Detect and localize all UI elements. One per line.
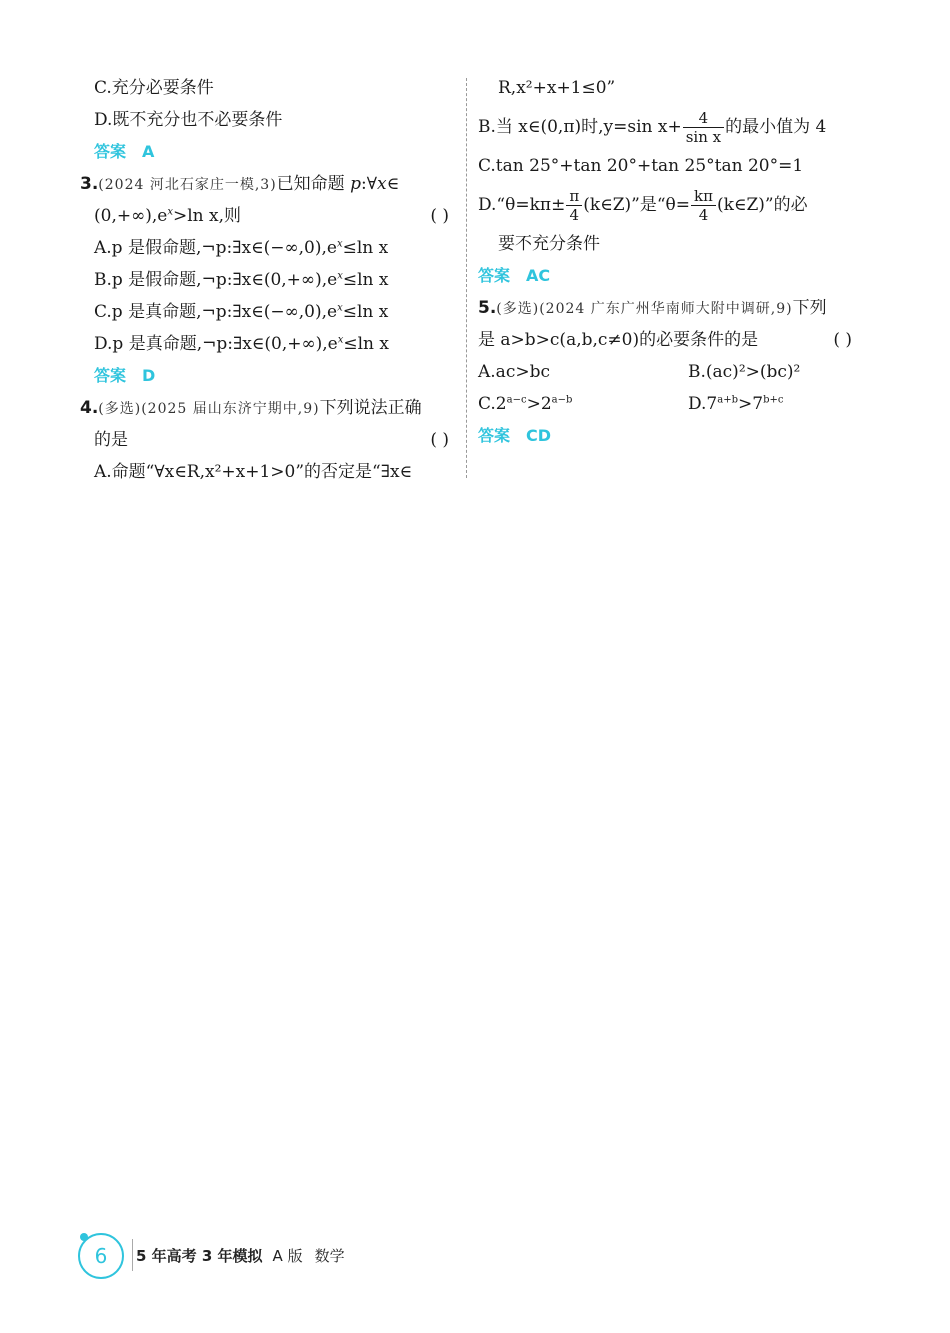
question-stem-cont: >ln x,则 — [173, 206, 242, 226]
fraction — [683, 109, 724, 146]
q5-options-row2 — [478, 388, 858, 420]
option-text: C.p 是真命题,¬p:∃x∈(−∞,0),e — [94, 302, 338, 322]
q2-answer — [80, 136, 455, 168]
answer-label: 答案 — [478, 426, 511, 445]
answer-bracket: ( ) — [833, 330, 852, 350]
question-source: (多选)(2024 广东广州华南师大附中调研,9) — [496, 301, 793, 317]
exponent: a−c — [506, 394, 527, 406]
option-text: >2 — [526, 394, 552, 414]
question-number: 3. — [80, 174, 99, 194]
fraction-numerator: kπ — [691, 187, 716, 206]
option-tail: ≤ln x — [342, 270, 389, 290]
question-stem-cont: 的是 — [94, 430, 128, 450]
answer-bracket: ( ) — [430, 430, 449, 450]
question-stem: 下列说法正确 — [319, 398, 422, 418]
q4-option-a-cont: R,x²+x+1≤0” — [498, 78, 616, 98]
option-text: A.p 是假命题,¬p:∃x∈(−∞,0),e — [94, 238, 337, 258]
fraction-denominator: 4 — [698, 206, 709, 224]
q5-option-d — [688, 388, 783, 420]
q2-option-c: C.充分必要条件 — [94, 78, 214, 98]
answer-value: A — [142, 142, 155, 161]
option-tail: (k∈Z)”的必 — [716, 195, 808, 215]
q2-option-d: D.既不充分也不必要条件 — [94, 110, 283, 130]
question-number: 4. — [80, 398, 99, 418]
answer-value: AC — [526, 266, 551, 285]
answer-bracket: ( ) — [430, 206, 449, 226]
question-stem: 已知命题 — [276, 174, 345, 194]
q4-stem-line1 — [80, 392, 455, 424]
q3-option-a: A.p 是假命题$,\neg p:\exists x\in(-\infty,0),e^x\le\ln$ x — [94, 238, 389, 258]
q5-answer — [478, 420, 858, 452]
decorative-dot-icon — [80, 1233, 88, 1241]
option-text: D.“θ=kπ± — [478, 195, 566, 215]
q5-stem-line1 — [478, 292, 858, 324]
option-tail: ≤ln x — [342, 302, 389, 322]
q4-stem-line2 — [80, 424, 455, 456]
q3-option-c: C.p 是真命题$,\neg p:\exists x\in(-\infty,0),e^x\le\ln$ x — [94, 302, 389, 322]
fraction-numerator: 4 — [683, 109, 724, 128]
fraction-denominator: 4 — [569, 206, 580, 224]
q4-option-d — [478, 182, 858, 228]
right-column — [478, 72, 858, 452]
left-column — [80, 72, 455, 488]
q4-answer — [478, 260, 858, 292]
book-title-text: 5 年高考 3 年模拟 — [136, 1247, 263, 1265]
option-text: B.当 x∈(0,π)时,y=sin x+ — [478, 117, 682, 137]
q4-option-a: A.命题“∀x∈R,x²+x+1>0”的否定是“∃x∈ — [94, 462, 413, 482]
footer-divider — [132, 1239, 133, 1271]
question-stem-cont: 是 a>b>c(a,b,c≠0)的必要条件的是 — [478, 330, 759, 350]
q4-option-b — [478, 104, 858, 150]
q3-option-b: B.p 是假命题$,\neg p:\exists x\in(0,+\infty),e^x\le\ln$ x — [94, 270, 389, 290]
q4-option-c: C.tan 25°+tan 20°+tan 25°tan 20°=1 — [478, 156, 804, 176]
q5-option-c — [478, 394, 572, 414]
page-footer — [78, 1233, 478, 1279]
fraction-denominator: sin x — [685, 128, 722, 146]
exponent: a+b — [717, 394, 738, 406]
fraction — [691, 187, 716, 224]
option-text: D.7 — [688, 394, 718, 414]
q3-option-d: D.p 是真命题$,\neg p:\exists x\in(0,+\infty),e^x\le\ln$ x — [94, 334, 389, 354]
option-text: B.p 是假命题,¬p:∃x∈(0,+∞),e — [94, 270, 338, 290]
fraction-numerator: π — [566, 187, 582, 206]
question-number: 5. — [478, 298, 497, 318]
option-tail: 的最小值为 4 — [725, 117, 827, 137]
page-number: 6 — [78, 1233, 124, 1279]
option-tail: ≤ln x — [343, 334, 389, 354]
option-text: >7 — [738, 394, 764, 414]
book-subject: 数学 — [314, 1247, 345, 1265]
option-text: D.p 是真命题,¬p:∃x∈(0,+∞),e — [94, 334, 338, 354]
q5-stem-line2 — [478, 324, 858, 356]
exponent: a−b — [551, 394, 573, 406]
option-tail: ≤ln x — [342, 238, 389, 258]
option-text: (k∈Z)”是“θ= — [583, 195, 691, 215]
q5-option-a: A.ac>bc — [478, 362, 550, 382]
q3-stem-line2: $(0,+\infty),e^x>\ln$ x,则 ( ) — [80, 200, 455, 232]
answer-value: CD — [526, 426, 552, 445]
answer-label: 答案 — [94, 366, 127, 385]
q3-answer — [80, 360, 455, 392]
fraction — [566, 187, 582, 224]
question-stem-cont: (0,+∞),e — [94, 206, 168, 226]
question-source: (2024 河北石家庄一模,3) — [98, 177, 277, 193]
answer-label: 答案 — [478, 266, 511, 285]
exponent: b+c — [763, 394, 784, 406]
q4-option-d-cont: 要不充分条件 — [498, 234, 600, 254]
q3-stem-line1: 3.(2024 河北石家庄一模,3)已知命题 p:∀x∈ — [80, 174, 400, 194]
book-edition: A 版 — [272, 1247, 303, 1265]
answer-value: D — [142, 366, 156, 385]
q5-options-row1 — [478, 356, 858, 388]
column-divider — [466, 78, 467, 478]
question-stem: 下列 — [792, 298, 827, 318]
option-text: C.2 — [478, 394, 507, 414]
book-title — [136, 1233, 345, 1279]
answer-label: 答案 — [94, 142, 127, 161]
question-source: (多选)(2025 届山东济宁期中,9) — [98, 401, 320, 417]
q5-option-b: B.(ac)²>(bc)² — [688, 362, 801, 382]
